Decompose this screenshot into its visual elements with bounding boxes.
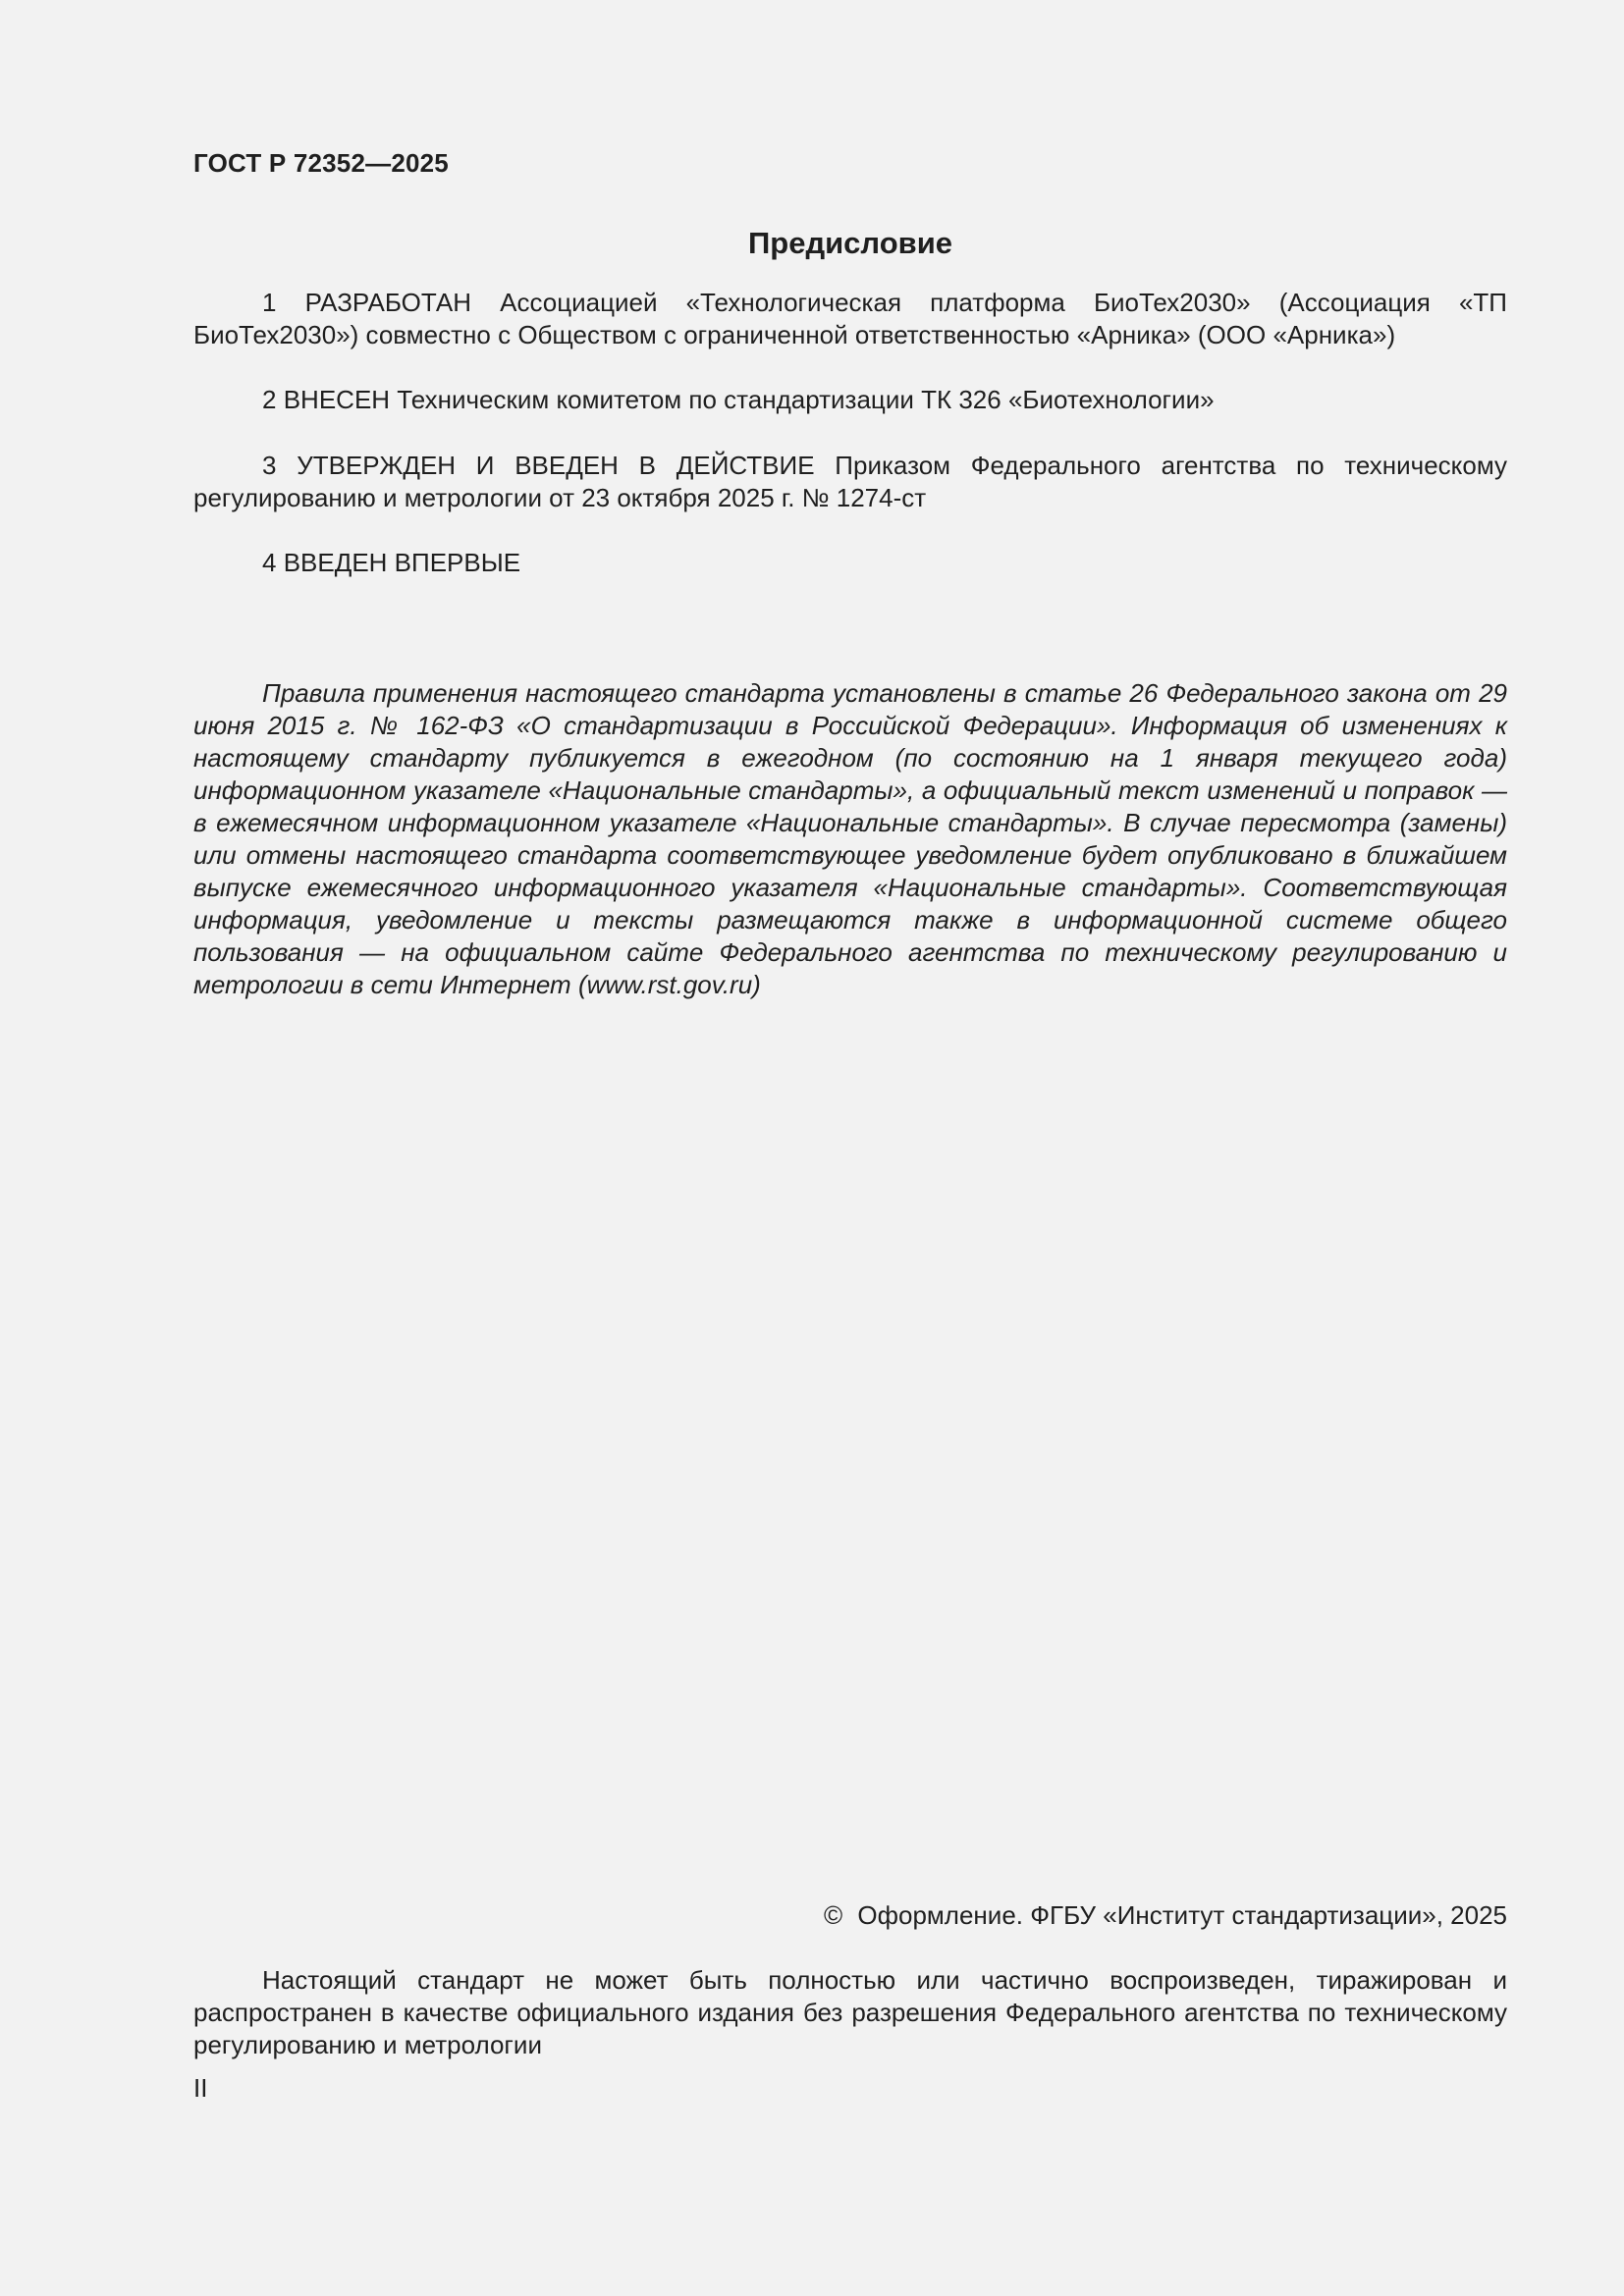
- item-text: Приказом Федерального агентства по техническому регулированию и метрологии от 23 октября 2025 г. № 1274-ст: [193, 451, 1507, 512]
- item-text: Техническим комитетом по стандартизации ТК 326 «Биотехнологии»: [397, 385, 1215, 414]
- copyright-line: [193, 1899, 1507, 1932]
- page-number: II: [193, 2073, 208, 2103]
- item-text: Ассоциацией «Технологическая платформа БиоТех2030» (Ассоциация «ТП БиоТех2030») совместно с Обществом с ограниченной ответственностью «Арника» (ООО «Арника»): [193, 288, 1507, 349]
- item-lead: ВНЕСЕН: [283, 385, 391, 414]
- foreword-item-4: [193, 547, 1507, 579]
- copyright-text: Оформление. ФГБУ «Институт стандартизации», 2025: [857, 1900, 1507, 1930]
- item-lead: УТВЕРЖДЕН И ВВЕДЕН В ДЕЙСТВИЕ: [297, 451, 815, 480]
- foreword-item-3: [193, 450, 1507, 514]
- item-number: 4: [262, 548, 277, 577]
- rules-note: [193, 677, 1507, 1001]
- foreword-item-2: [193, 384, 1507, 416]
- reproduction-notice: [193, 1964, 1507, 2061]
- reproduction-notice-text: Настоящий стандарт не может быть полностью или частично воспроизведен, тиражирован и распространен в качестве официального издания без разрешения Федерального агентства по техническому регулированию и метрологии: [193, 1965, 1507, 2059]
- section-title: Предисловие: [747, 226, 952, 260]
- rules-note-text: Правила применения настоящего стандарта установлены в статье 26 Федерального закона от 29 июня 2015 г. № 162-ФЗ «О стандартизации в Российской Федерации». Информация об изменениях к настоящему стандарту публикуется в ежегодном (по состоянию на 1 января текущего года) информационном указателе «Национальные стандарты», а официальный текст изменений и поправок — в ежемесячном информационном указателе «Национальные стандарты». В случае пересмотра (замены) или отмены настоящего стандарта соответствующее уведомление будет опубликовано в ближайшем выпуске ежемесячного информационного указателя «Национальные стандарты». Соответствующая информация, уведомление и тексты размещаются также в информационной системе общего пользования — на официальном сайте Федерального агентства по техническому регулированию и метрологии в сети Интернет (www.rst.gov.ru): [193, 678, 1507, 999]
- item-number: 2: [262, 385, 277, 414]
- item-number: 3: [262, 451, 277, 480]
- copyright-icon: ©: [823, 1900, 843, 1930]
- item-lead: ВВЕДЕН ВПЕРВЫЕ: [283, 548, 521, 577]
- document-code: ГОСТ Р 72352—2025: [193, 148, 449, 178]
- item-number: 1: [262, 288, 277, 317]
- item-lead: РАЗРАБОТАН: [304, 288, 472, 317]
- foreword-item-1: [193, 287, 1507, 351]
